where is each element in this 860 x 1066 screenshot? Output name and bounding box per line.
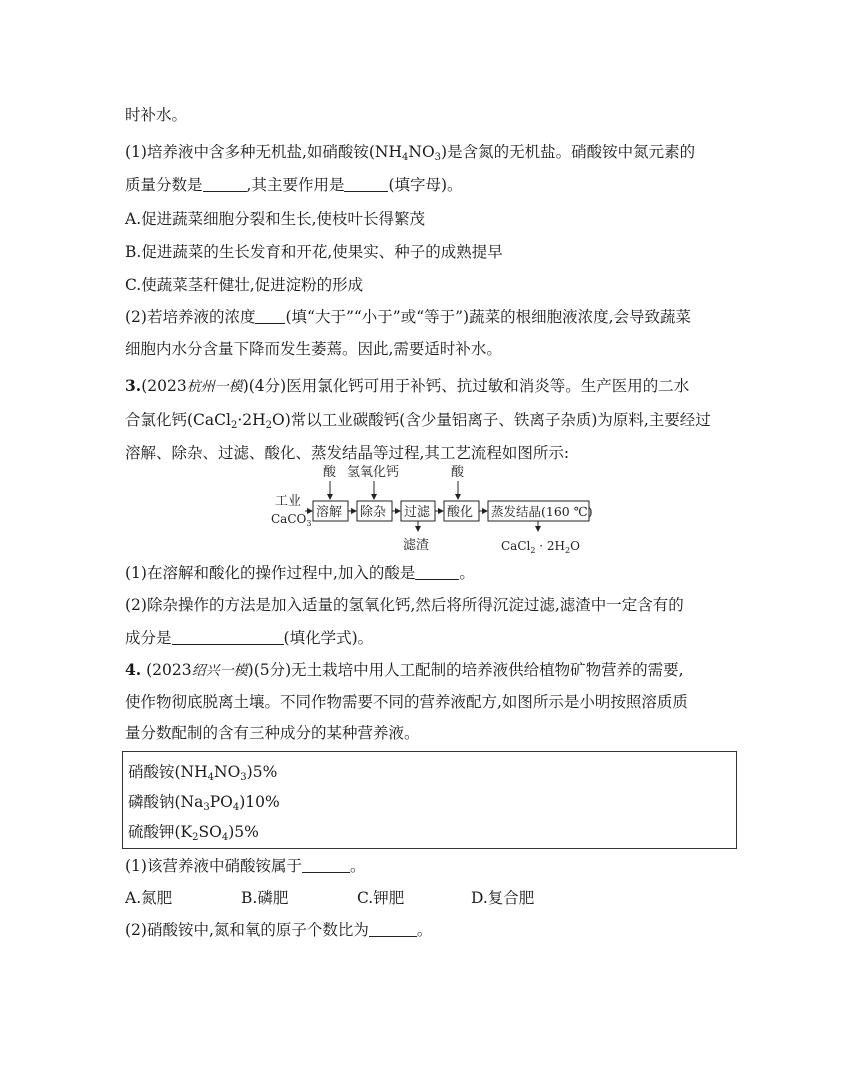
question-4-stem-3: 量分数配制的含有三种成分的某种营养液。	[125, 724, 420, 742]
question-3-sub-2: (2)除杂操作的方法是加入适量的氢氧化钙,然后将所得沉淀过滤,滤渣中一定含有的	[125, 596, 684, 614]
option-c: C.使蔬菜茎秆健壮,促进淀粉的形成	[125, 276, 364, 294]
question-3-stem-3: 溶解、除杂、过滤、酸化、蒸发结晶等过程,其工艺流程如图所示:	[125, 444, 570, 462]
input-formula: CaCO$_3$	[271, 512, 312, 528]
residue-label: 滤渣	[403, 538, 430, 553]
step-evaporate: 蒸发结晶(160 ℃)	[491, 504, 593, 519]
text-line: 时补水。	[125, 106, 188, 124]
product-formula: CaCl$_2$ · $2H_2O$	[501, 539, 580, 555]
nutrient-row: 磷酸钠$(Na_3PO_4)10\%$	[128, 793, 280, 813]
option-a: A.氮肥	[125, 889, 173, 907]
answer-blank[interactable]	[415, 564, 459, 580]
process-flow-diagram	[265, 462, 605, 557]
step-dissolve: 溶解	[316, 505, 343, 520]
answer-blank[interactable]	[255, 308, 285, 324]
question-4-stem: 4. (2023绍兴一模)(5分)无土栽培中用人工配制的培养液供给植物矿物营养的需要,	[125, 660, 684, 679]
question-4-sub-2: (2)硝酸铵中,氮和氧的原子个数比为 。	[125, 921, 433, 939]
add-calcium-hydroxide: 氢氧化钙	[347, 465, 400, 480]
question-1-sub-1: (1)培养液中含多种无机盐,如硝酸铵$(NH_4NO_3)$是含氮的无机盐。硝酸铵中氮元素的	[125, 143, 696, 163]
step-acidify: 酸化	[447, 505, 474, 520]
option-a: A.促进蔬菜细胞分裂和生长,使枝叶长得繁茂	[125, 210, 426, 228]
nutrient-row: 硝酸铵$(NH_4NO_3)5\%$	[128, 763, 278, 783]
nutrient-solution-box	[122, 751, 737, 849]
input-label: 工业	[275, 494, 302, 509]
step-filter: 过滤	[404, 505, 431, 520]
option-c: C.钾肥	[357, 889, 405, 907]
question-1-sub-2-cont: 细胞内水分含量下降而发生萎蔫。因此,需要适时补水。	[125, 340, 502, 358]
answer-blank[interactable]	[302, 857, 350, 873]
question-3-sub-1: (1)在溶解和酸化的操作过程中,加入的酸是 。	[125, 564, 475, 582]
step-purify: 除杂	[360, 505, 387, 520]
answer-blank[interactable]	[344, 176, 388, 192]
question-1-sub-1-cont: 质量分数是 ,其主要作用是 (填字母)。	[125, 176, 463, 194]
question-3-stem: 3.(2023杭州一模)(4分)医用氯化钙可用于补钙、抗过敏和消炎等。生产医用的二水	[125, 376, 690, 395]
option-d: D.复合肥	[471, 889, 535, 907]
question-3-sub-2-cont: 成分是 (填化学式)。	[125, 629, 374, 647]
question-1-sub-2: (2)若培养液的浓度 (填“大于”“小于”或“等于”)蔬菜的根细胞液浓度,会导致蔬菜	[125, 308, 692, 326]
answer-blank[interactable]	[369, 921, 417, 937]
option-b: B.促进蔬菜的生长发育和开花,使果实、种子的成熟提早	[125, 243, 503, 261]
question-4-sub-1: (1)该营养液中硝酸铵属于 。	[125, 857, 366, 875]
question-4-stem-2: 使作物彻底脱离土壤。不同作物需要不同的营养液配方,如图所示是小明按照溶质质	[125, 693, 688, 711]
add-acid-2: 酸	[451, 465, 465, 480]
question-3-stem-2: 合氯化钙$(CaCl_2\cdot 2H_2O)$常以工业碳酸钙(含少量铝离子、铁离子杂质)为原料,主要经过	[125, 411, 711, 431]
add-acid-1: 酸	[323, 465, 337, 480]
nutrient-row: 硫酸钾$(K_2SO_4)5\%$	[128, 823, 259, 843]
answer-blank[interactable]	[203, 176, 247, 192]
option-b: B.磷肥	[241, 889, 289, 907]
answer-blank[interactable]	[172, 629, 284, 645]
